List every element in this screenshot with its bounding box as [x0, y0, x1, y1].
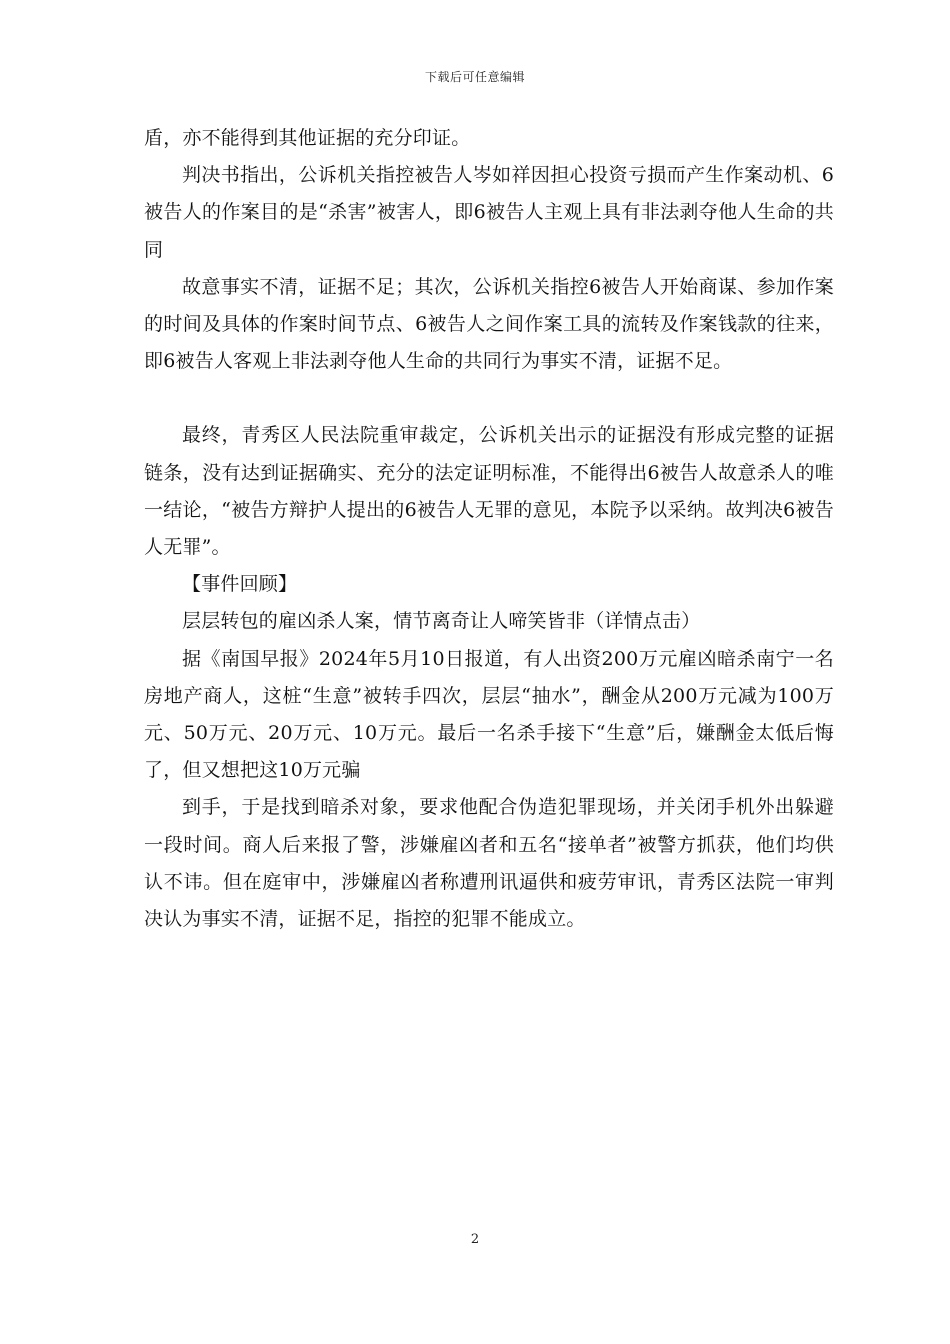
paragraph-continuation: 盾，亦不能得到其他证据的充分印证。 — [144, 127, 471, 149]
paragraph-judgment: 判决书指出，公诉机关指控被告人岑如祥因担心投资亏损而产生作案动机、6被告人的作案目的是“杀害”被害人，即6被告人主观上具有非法剥夺他人生命的共同 — [144, 164, 834, 261]
section-heading-event-review: 【事件回顾】 — [182, 573, 298, 596]
paragraph-spacer — [144, 380, 834, 417]
paragraph-event-title: 层层转包的雇凶杀人案，情节离奇让人啼笑皆非（详情点击） — [182, 610, 701, 633]
paragraph-final-ruling: 最终，青秀区人民法院重审裁定，公诉机关出示的证据没有形成完整的证据链条，没有达到证据确实、充分的法定证明标准，不能得出6被告人故意杀人的唯一结论，“被告方辩护人提出的6被告人无罪的意见，本院予以采纳。故判决6被告人无罪”。 — [144, 424, 834, 559]
paragraph-intent: 故意事实不清，证据不足；其次，公诉机关指控6被告人开始商谋、参加作案的时间及具体的作案时间节点、6被告人之间作案工具的流转及作案钱款的往来，即6被告人客观上非法剥夺他人生命的共同行为事实不清，证据不足。 — [144, 275, 834, 373]
paragraph-news-continued: 到手，于是找到暗杀对象，要求他配合伪造犯罪现场，并关闭手机外出躲避一段时间。商人后来报了警，涉嫌雇凶者和五名“接单者”被警方抓获，他们均供认不讳。但在庭审中，涉嫌雇凶者称遭刑讯逼供和疲劳审讯，青秀区法院一审判决认为事实不清，证据不足，指控的犯罪不能成立。 — [144, 796, 834, 931]
paragraph-news-report: 据《南国早报》2024年5月10日报道，有人出资200万元雇凶暗杀南宁一名房地产商人，这桩“生意”被转手四次，层层“抽水”，酬金从200万元减为100万元、50万元、20万元、10万元。最后一名杀手接下“生意”后，嫌酬金太低后悔了，但又想把这10万元骗 — [144, 647, 834, 782]
document-body — [144, 120, 834, 938]
page-header: 下载后可任意编辑 — [424, 70, 525, 84]
page-number: 2 — [470, 1232, 480, 1247]
